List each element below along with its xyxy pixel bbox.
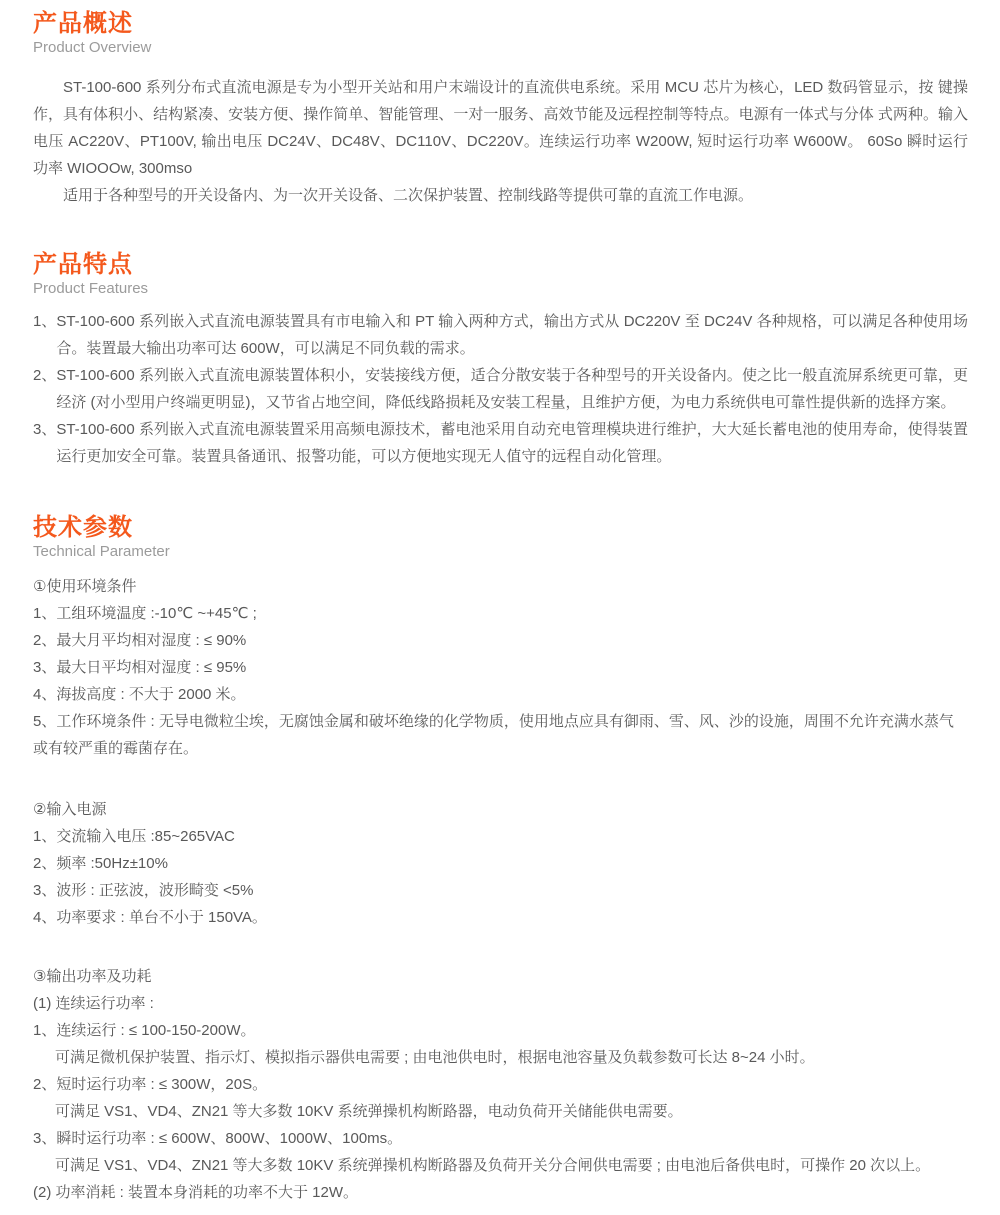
- subsection-heading: ③输出功率及功耗: [33, 968, 152, 985]
- section-product-overview: [33, 10, 968, 209]
- section-subtitle-overview: Product Overview: [33, 39, 152, 56]
- spec-line: 4、海拔高度 : 不大于 2000 米。: [33, 686, 246, 703]
- spec-line: 3、波形 : 正弦波，波形畸变 <5%: [33, 882, 254, 899]
- overview-body: [33, 74, 968, 209]
- spec-line-continuation: 可满足 VS1、VD4、ZN21 等大多数 10KV 系统弹操机构断路器，电动负荷开关储能供电需要。: [55, 1103, 683, 1120]
- spec-line: 1、工组环境温度 :-10℃ ~+45℃ ;: [33, 605, 257, 622]
- subsection-heading: ①使用环境条件: [33, 578, 137, 595]
- feature-item: [33, 416, 968, 470]
- spec-line: 1、连续运行 : ≤ 100-150-200W。: [33, 1022, 256, 1039]
- spec-line: (2) 功率消耗 : 装置本身消耗的功率不大于 12W。: [33, 1184, 359, 1201]
- spec-line-continuation: 可满足 VS1、VD4、ZN21 等大多数 10KV 系统弹操机构断路器及负荷开关分合闸供电需要 ; 由电池后备供电时，可操作 20 次以上。: [55, 1157, 931, 1174]
- feature-item-text: ST-100-600 系列嵌入式直流电源装置具有市电输入和 PT 输入两种方式，输出方式从 DC220V 至 DC24V 各种规格，可以满足各种使用场合。装置最大输出功率可达 600W，可以满足不同负载的需求。: [56, 313, 968, 357]
- spec-line: 1、交流输入电压 :85~265VAC: [33, 828, 235, 845]
- overview-paragraph: ST-100-600 系列分布式直流电源是专为小型开关站和用户末端设计的直流供电系统。采用 MCU 芯片为核心，LED 数码管显示，按 键操作，具有体积小、结构紧凑、安装方便、操作简单、智能管理、一对一服务、高效节能及远程控制等特点。电源有一体式与分体 式两种。输入电压 AC220V、PT100V, 输出电压 DC24V、DC48V、DC110V、DC220V。连续运行功率 W200W, 短时运行功率 W600W。 60So 瞬时运行功率 WIOOOw, 300mso: [33, 79, 968, 177]
- spec-line: 3、瞬时运行功率 : ≤ 600W、800W、1000W、100ms。: [33, 1130, 403, 1147]
- subsection-environment-conditions: [33, 573, 968, 762]
- spec-line: 2、最大月平均相对湿度 : ≤ 90%: [33, 632, 247, 649]
- subsection-input-power: [33, 796, 968, 931]
- technical-body: [33, 573, 968, 1206]
- feature-list: [33, 308, 968, 470]
- overview-paragraph: 适用于各种型号的开关设备内、为一次开关设备、二次保护装置、控制线路等提供可靠的直流工作电源。: [63, 187, 754, 204]
- spec-line-continuation: 可满足微机保护装置、指示灯、模拟指示器供电需要 ; 由电池供电时，根据电池容量及负载参数可长达 8~24 小时。: [55, 1049, 815, 1066]
- section-title-technical: 技术参数: [33, 514, 133, 541]
- feature-item-number: 3、: [33, 421, 57, 438]
- spec-line: 2、频率 :50Hz±10%: [33, 855, 168, 872]
- section-product-features: [33, 251, 968, 470]
- feature-item-number: 2、: [33, 367, 57, 384]
- feature-item-number: 1、: [33, 313, 57, 330]
- section-subtitle-technical: Technical Parameter: [33, 543, 170, 560]
- spec-line: 2、短时运行功率 : ≤ 300W，20S。: [33, 1076, 268, 1093]
- subsection-heading: ②输入电源: [33, 801, 107, 818]
- feature-item: [33, 362, 968, 416]
- subsection-output-power: [33, 963, 968, 1206]
- section-subtitle-features: Product Features: [33, 280, 149, 297]
- section-title-overview: 产品概述: [33, 10, 133, 37]
- feature-item-text: ST-100-600 系列嵌入式直流电源装置体积小，安装接线方便，适合分散安装于各种型号的开关设备内。使之比一般直流屏系统更可靠，更经济 (对小型用户终端更明显)，又节省占地空间，降低线路损耗及安装工程量，且维护方便，为电力系统供电可靠性提供新的选择方案。: [56, 367, 968, 411]
- spec-line: 5、工作环境条件 : 无导电微粒尘埃，无腐蚀金属和破坏绝缘的化学物质，使用地点应具有御雨、雪、风、沙的设施，周围不允许充满水蒸气或有较严重的霉菌存在。: [33, 713, 954, 757]
- section-technical-parameters: [33, 514, 968, 1206]
- feature-item-text: ST-100-600 系列嵌入式直流电源装置采用高频电源技术，蓄电池采用自动充电管理模块进行维护，大大延长蓄电池的使用寿命，使得装置运行更加安全可靠。装置具备通讯、报警功能，可以方便地实现无人值守的远程自动化管理。: [56, 421, 968, 465]
- spec-line: (1) 连续运行功率 :: [33, 995, 154, 1012]
- feature-item: [33, 308, 968, 362]
- section-title-features: 产品特点: [33, 251, 133, 278]
- spec-line: 4、功率要求 : 单台不小于 150VA。: [33, 909, 267, 926]
- spec-line: 3、最大日平均相对湿度 : ≤ 95%: [33, 659, 247, 676]
